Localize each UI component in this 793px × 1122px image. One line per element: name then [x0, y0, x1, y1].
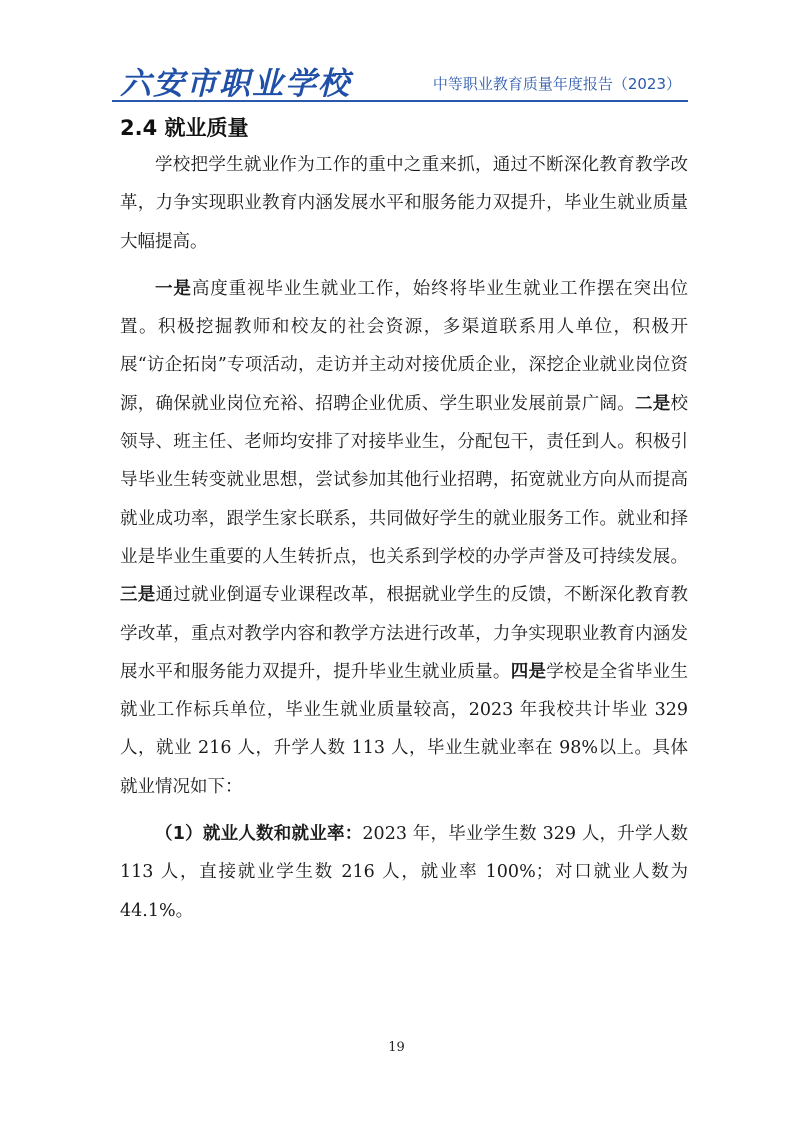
paragraph-measures — [120, 270, 688, 806]
paragraph-employment-rate — [120, 815, 688, 930]
measures-text-2: 校领导、班主任、老师均安排了对接毕业生，分配包干，责任到人。积极引导毕业生转变就业思想，尝试参加其他行业招聘，拓宽就业方向从而提高就业成功率，跟学生家长联系，共同做好学生的就业服务工作。就业和择业是毕业生重要的人生转折点，也关系到学校的办学声誉及可持续发展。 — [120, 393, 689, 567]
school-logo-text: 六安市职业学校 — [120, 66, 351, 102]
paragraph-intro: 学校把学生就业作为工作的重中之重来抓，通过不断深化教育教学改革，力争实现职业教育内涵发展水平和服务能力双提升，毕业生就业质量大幅提高。 — [120, 155, 688, 252]
body-text — [120, 146, 688, 930]
lead-second: 二是 — [634, 393, 671, 414]
lead-first: 一是 — [155, 278, 192, 299]
page-number: 19 — [388, 1040, 405, 1055]
employment-rate-lead: （1）就业人数和就业率： — [155, 824, 363, 845]
measures-text-1: 高度重视毕业生就业工作，始终将毕业生就业工作摆在突出位置。积极挖掘教师和校友的社会资源，多渠道联系用人单位，积极开展“访企拓岗”专项活动，走访并主动对接优质企业，深挖企业就业岗位资源，确保就业岗位充裕、招聘企业优质、学生职业发展前景广阔。 — [120, 278, 689, 414]
header-divider — [112, 100, 688, 102]
employment-rate-text: 2023 年，毕业学生数 329 人，升学人数 113 人，直接就业学生数 216 人，就业率 100%；对口就业人数为 44.1%。 — [120, 824, 688, 921]
measures-text-4: 学校是全省毕业生就业工作标兵单位，毕业生就业质量较高，2023 年我校共计毕业 329 人，就业 216 人，升学人数 113 人，毕业生就业率在 98%以上。具体就业情况如下： — [120, 661, 689, 797]
lead-fourth: 四是 — [510, 661, 547, 682]
section-heading: 2.4 就业质量 — [120, 116, 249, 140]
measures-text-3: 通过就业倒逼专业课程改革，根据就业学生的反馈，不断深化教育教学改革，重点对教学内容和教学方法进行改革，力争实现职业教育内涵发展水平和服务能力双提升，提升毕业生就业质量。 — [120, 585, 689, 682]
report-title: 中等职业教育质量年度报告（2023） — [432, 75, 681, 93]
lead-third: 三是 — [120, 585, 156, 606]
